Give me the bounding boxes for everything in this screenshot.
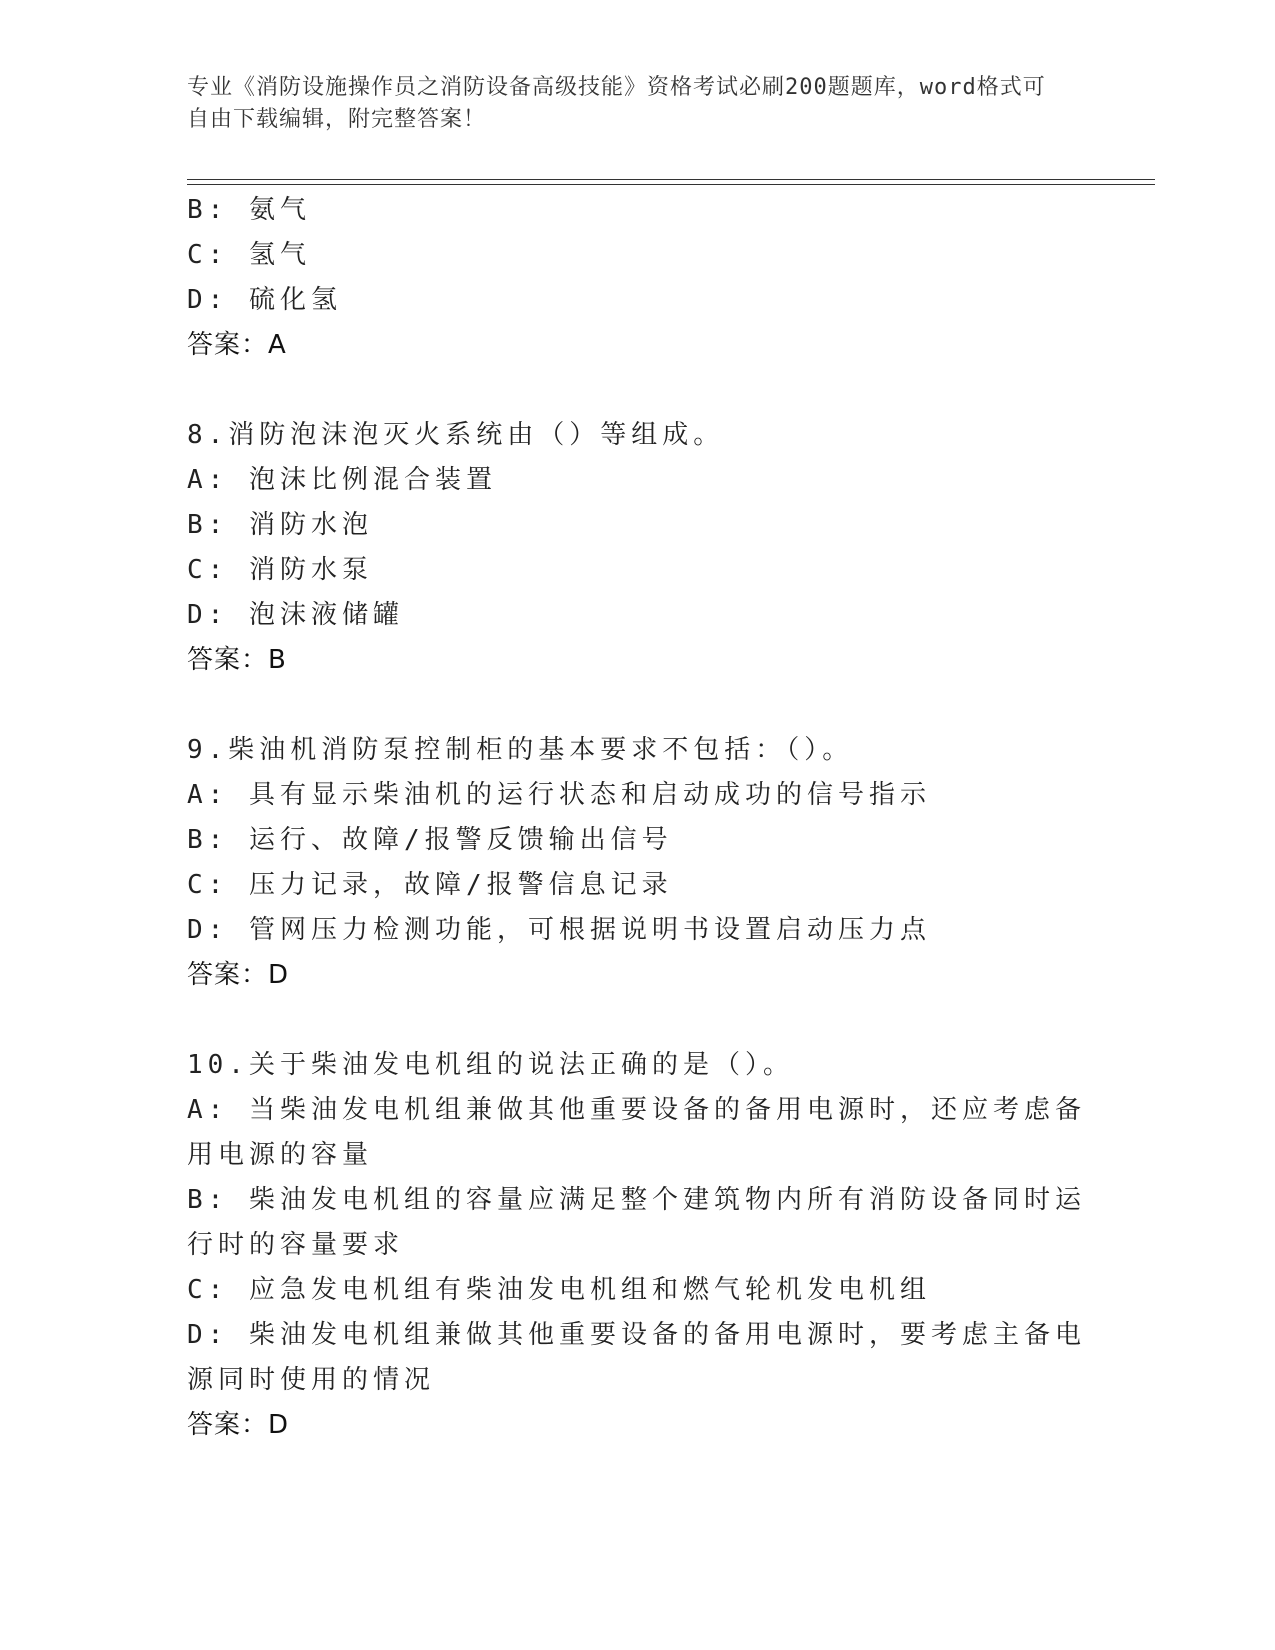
option-d: D: 硫化氢 bbox=[187, 285, 342, 315]
question-stem: 8.消防泡沫泡灭火系统由（）等组成。 bbox=[187, 420, 725, 450]
answer: 答案：D bbox=[187, 960, 290, 990]
option-b: B: 氨气 bbox=[187, 195, 311, 225]
question-9 bbox=[187, 728, 1087, 998]
option-a: A: 泡沫比例混合装置 bbox=[187, 465, 497, 495]
header-divider bbox=[187, 179, 1155, 180]
question-stem: 9.柴油机消防泵控制柜的基本要求不包括：（）。 bbox=[187, 735, 854, 765]
option-d: D: 柴油发电机组兼做其他重要设备的备用电源时，要考虑主备电源同时使用的情况 bbox=[187, 1320, 1086, 1395]
option-b: B: 柴油发电机组的容量应满足整个建筑物内所有消防设备同时运行时的容量要求 bbox=[187, 1185, 1086, 1260]
option-b: B: 运行、故障/报警反馈输出信号 bbox=[187, 825, 673, 855]
answer: 答案：D bbox=[187, 1410, 290, 1440]
option-b: B: 消防水泡 bbox=[187, 510, 373, 540]
option-c: C: 氢气 bbox=[187, 240, 311, 270]
question-list bbox=[187, 188, 1087, 1448]
option-c: C: 消防水泵 bbox=[187, 555, 373, 585]
option-d: D: 管网压力检测功能，可根据说明书设置启动压力点 bbox=[187, 915, 931, 945]
question-stem: 10.关于柴油发电机组的说法正确的是（）。 bbox=[187, 1050, 794, 1080]
header-divider-secondary bbox=[187, 184, 1155, 185]
option-a: A: 当柴油发电机组兼做其他重要设备的备用电源时，还应考虑备用电源的容量 bbox=[187, 1095, 1086, 1170]
option-c: C: 压力记录，故障/报警信息记录 bbox=[187, 870, 673, 900]
option-d: D: 泡沫液储罐 bbox=[187, 600, 404, 630]
question-8 bbox=[187, 413, 1087, 683]
document-header: 专业《消防设施操作员之消防设备高级技能》资格考试必刷200题题库，word格式可自由下载编辑，附完整答案！ bbox=[187, 75, 1046, 132]
answer: 答案：B bbox=[187, 645, 287, 675]
option-c: C: 应急发电机组有柴油发电机组和燃气轮机发电机组 bbox=[187, 1275, 931, 1305]
answer: 答案：A bbox=[187, 330, 287, 360]
question-7-continued bbox=[187, 188, 1087, 368]
question-10 bbox=[187, 1043, 1087, 1448]
option-a: A: 具有显示柴油机的运行状态和启动成功的信号指示 bbox=[187, 780, 931, 810]
